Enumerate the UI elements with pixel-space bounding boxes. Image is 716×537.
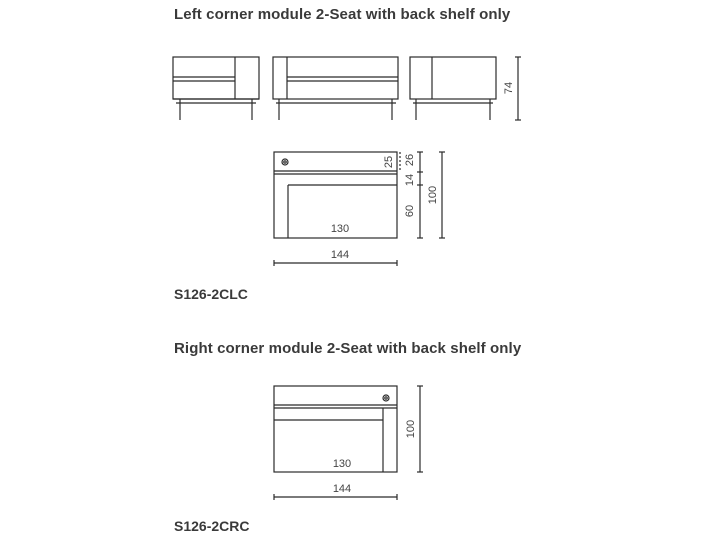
section-title-left: Left corner module 2-Seat with back shelf only	[174, 6, 511, 23]
label-d26: 26	[404, 153, 416, 167]
label-right-depth: 100	[405, 419, 417, 439]
label-right-seat-width: 130	[332, 458, 352, 470]
right-plan-depth-dimension	[417, 386, 423, 472]
label-height: 74	[503, 81, 515, 95]
product-code-right: S126-2CRC	[174, 518, 250, 534]
left-rear-elevation	[410, 57, 496, 120]
product-code-left: S126-2CLC	[174, 286, 248, 302]
section-title-right: Right corner module 2-Seat with back shelf only	[174, 340, 522, 357]
label-d60: 60	[404, 204, 416, 218]
left-side-elevation	[173, 57, 259, 120]
label-shelf: 25	[383, 155, 395, 169]
height-dimension	[515, 57, 521, 120]
label-total-width: 144	[330, 249, 350, 261]
label-right-total-width: 144	[332, 483, 352, 495]
label-seat-width: 130	[330, 223, 350, 235]
left-front-elevation	[273, 57, 398, 120]
label-d14: 14	[404, 173, 416, 187]
label-depth: 100	[427, 185, 439, 205]
